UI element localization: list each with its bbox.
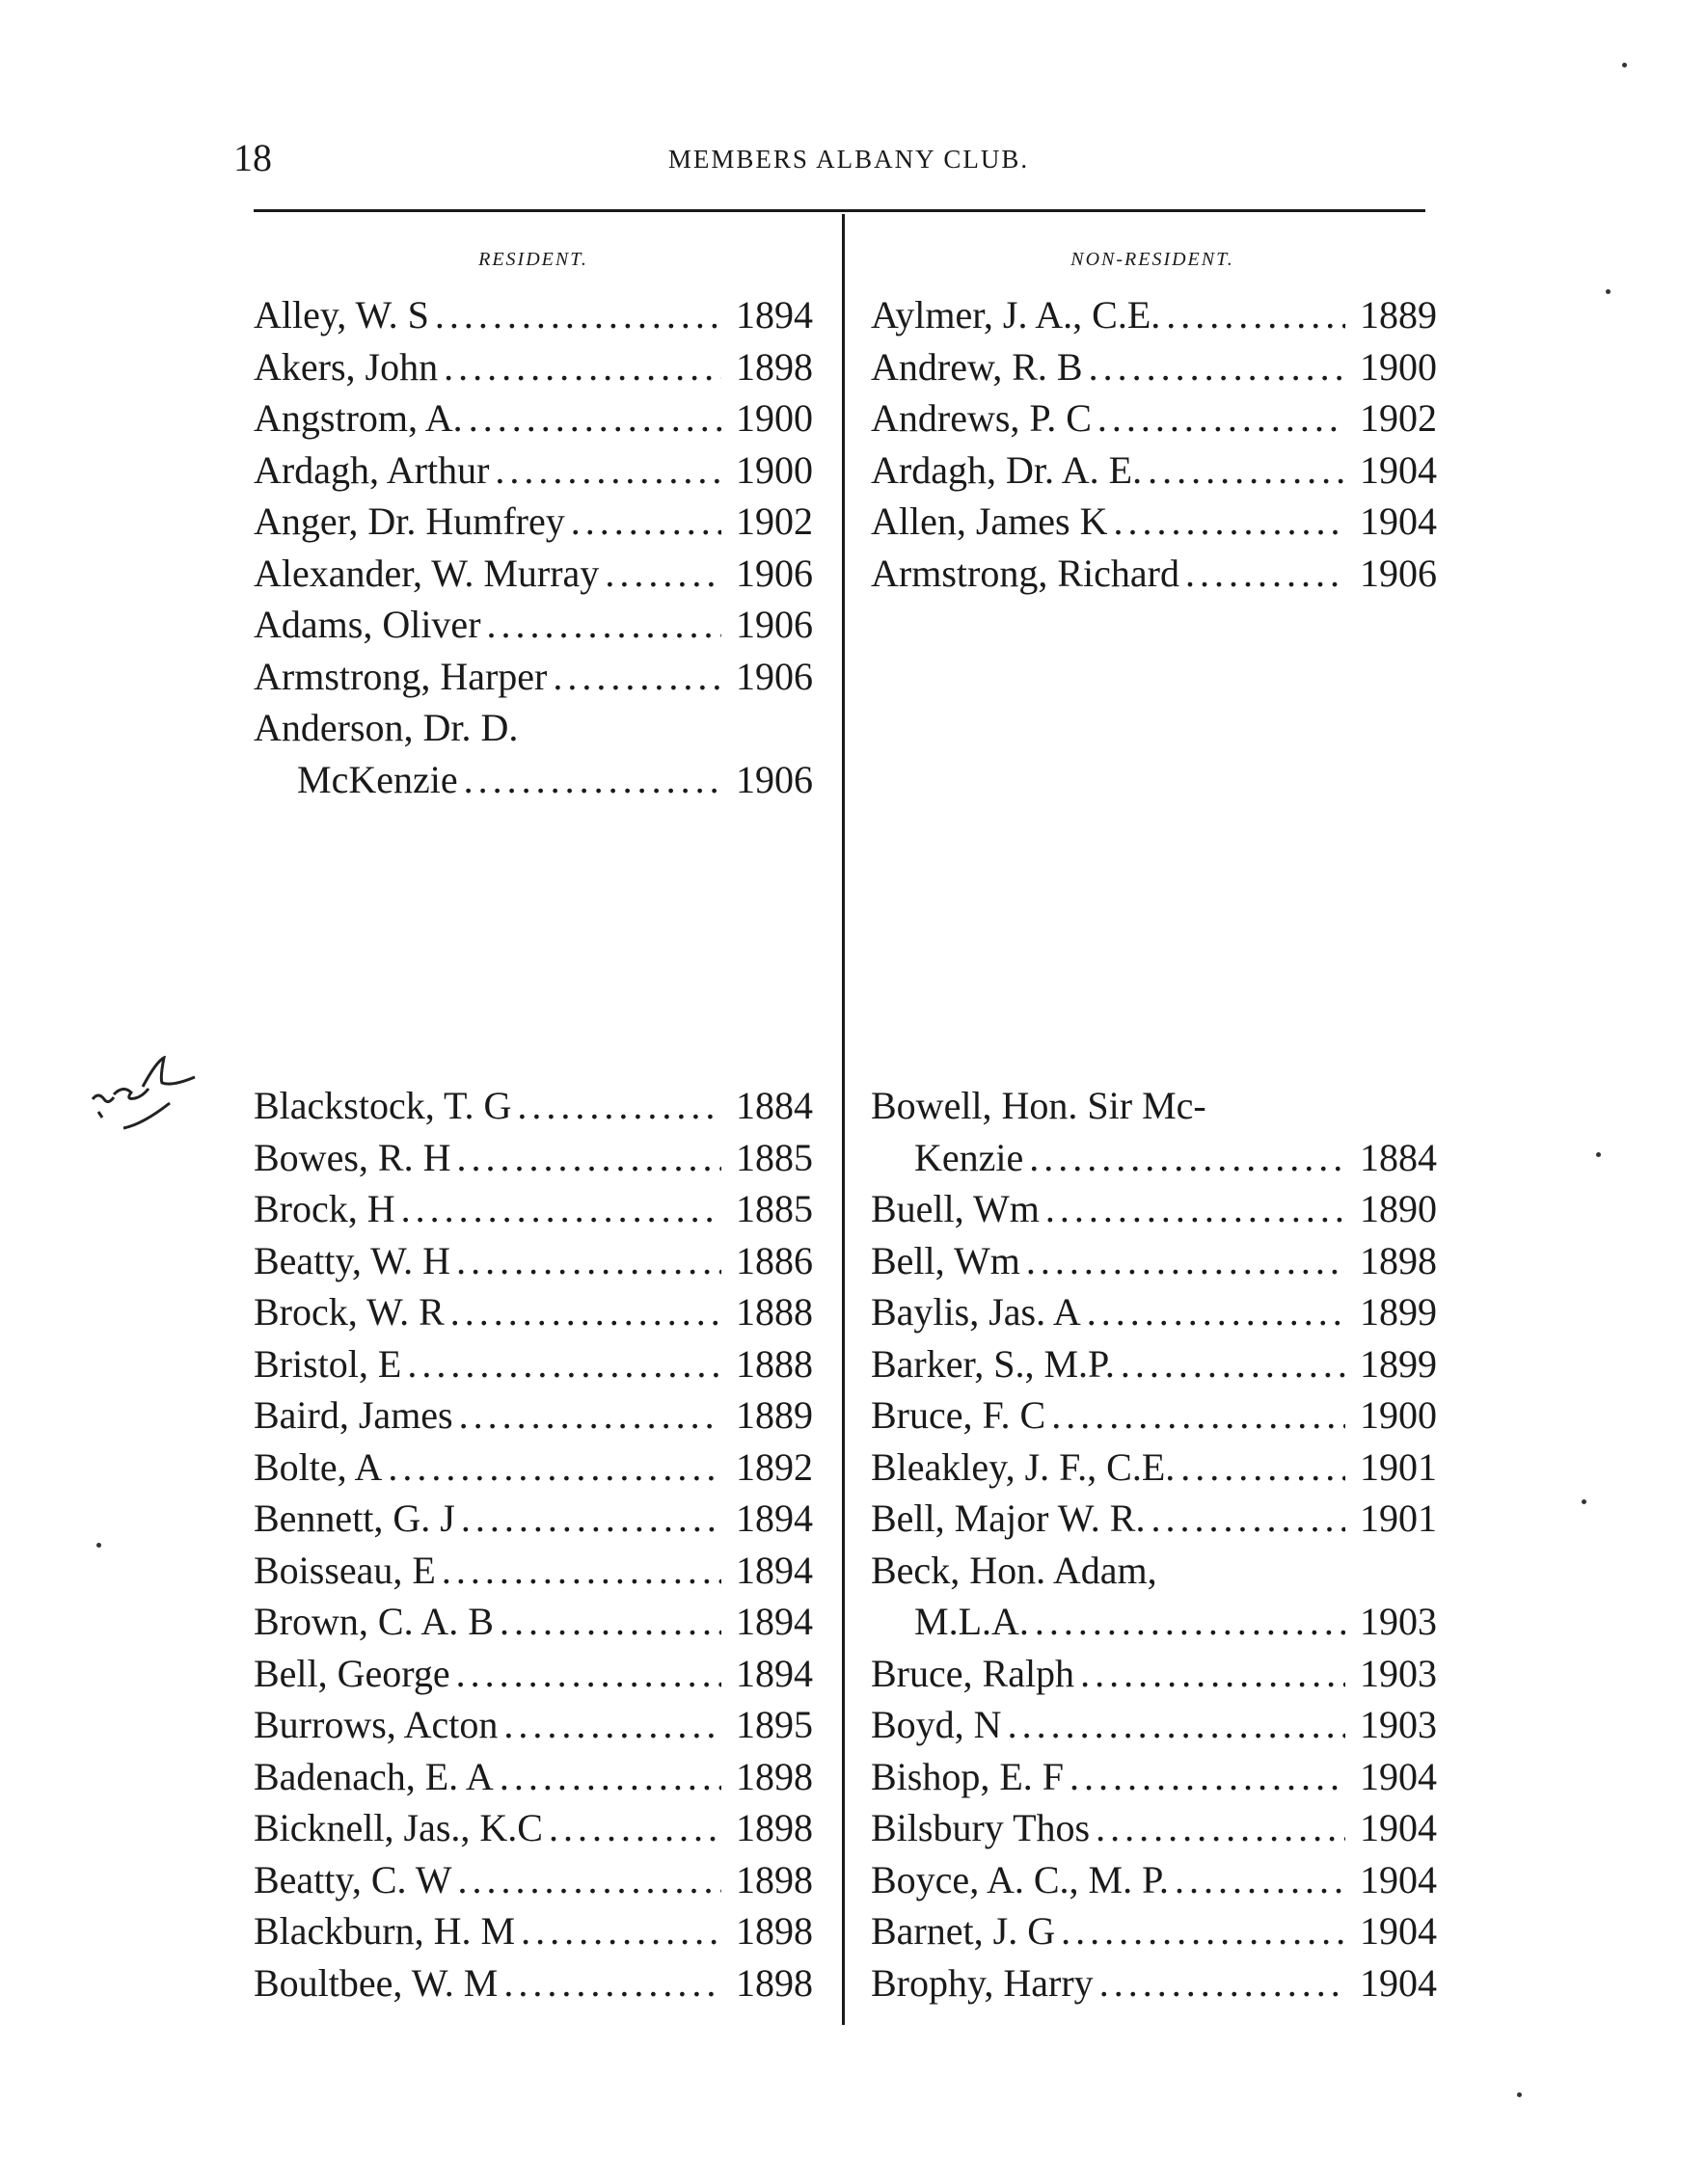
- member-row: [254, 1648, 813, 1700]
- ink-speck: [1596, 1152, 1601, 1157]
- member-year: 1898: [736, 1857, 813, 1901]
- member-year: 1906: [736, 551, 813, 595]
- member-name: Akers, John: [254, 344, 439, 389]
- member-name: Boyce, A. C., M. P.: [871, 1857, 1169, 1901]
- dot-leader: [1206, 1080, 1345, 1132]
- member-year: 1900: [736, 396, 813, 440]
- member-row: [871, 1802, 1437, 1854]
- member-name: Bell, Major W. R.: [871, 1496, 1146, 1540]
- member-year: [1345, 1080, 1437, 1132]
- member-year: 1899: [1360, 1341, 1437, 1386]
- member-row: [254, 1751, 813, 1803]
- member-name: Brock, W. R: [254, 1290, 445, 1334]
- member-name: Alley, W. S: [254, 293, 429, 337]
- dot-leader: [1023, 1132, 1345, 1184]
- member-row: [254, 1286, 813, 1338]
- member-name: Armstrong, Richard: [871, 551, 1179, 595]
- dot-leader: [450, 1235, 721, 1287]
- member-name: Angstrom, A.: [254, 396, 463, 440]
- member-year: 1895: [736, 1703, 813, 1746]
- member-name: Burrows, Acton: [254, 1703, 499, 1746]
- dot-leader: [458, 754, 721, 806]
- member-year: 1904: [1360, 1857, 1437, 1901]
- member-name: Andrew, R. B: [871, 344, 1083, 389]
- ink-speck: [1622, 63, 1627, 67]
- member-name: Anderson, Dr. D.: [254, 706, 519, 749]
- resident-heading: RESIDENT.: [478, 249, 588, 270]
- ink-speck: [1582, 1499, 1586, 1504]
- dot-leader: [543, 1802, 721, 1854]
- dot-leader: [1179, 548, 1345, 600]
- member-year: 1904: [1360, 1960, 1437, 2005]
- dot-leader: [1083, 341, 1345, 393]
- member-name: Bowell, Hon. Sir Mc-: [871, 1084, 1206, 1127]
- member-year: 1894: [736, 293, 813, 337]
- member-name: Brown, C. A. B: [254, 1600, 494, 1643]
- member-year: 1904: [1360, 499, 1437, 543]
- member-name: Bell, Wm: [871, 1238, 1020, 1282]
- dot-leader: [463, 392, 721, 445]
- member-row: [254, 1854, 813, 1906]
- dot-leader: [511, 1080, 721, 1132]
- member-row: [871, 1338, 1437, 1390]
- member-name: Armstrong, Harper: [254, 654, 548, 698]
- member-name: Baylis, Jas. A: [871, 1290, 1081, 1334]
- ink-speck: [96, 1543, 101, 1548]
- dot-leader: [1175, 1442, 1345, 1494]
- member-year: 1885: [736, 1187, 813, 1230]
- member-year: 1890: [1360, 1187, 1437, 1230]
- dot-leader: [599, 548, 721, 600]
- dot-leader: [1160, 289, 1345, 341]
- member-year: 1894: [736, 1600, 813, 1643]
- member-row: [871, 1442, 1437, 1494]
- member-row: [871, 1183, 1437, 1235]
- member-year: 1889: [1360, 293, 1437, 337]
- member-year: 1894: [736, 1496, 813, 1540]
- member-row: [871, 1286, 1437, 1338]
- member-name: Badenach, E. A: [254, 1754, 494, 1798]
- member-year: 1900: [1360, 344, 1437, 389]
- member-name: Beatty, W. H: [254, 1238, 451, 1282]
- member-year: [721, 702, 813, 754]
- member-name: Baird, James: [254, 1393, 453, 1437]
- member-year: 1898: [736, 1754, 813, 1798]
- member-name: Bristol, E: [254, 1341, 402, 1386]
- member-year: 1903: [1360, 1651, 1437, 1695]
- member-row: [871, 341, 1437, 393]
- member-row: [254, 1545, 813, 1597]
- non-resident-list-a: [871, 289, 1437, 599]
- member-year: 1892: [736, 1444, 813, 1489]
- dot-leader: [1092, 392, 1345, 445]
- dot-leader: [547, 651, 721, 703]
- member-name: Ardagh, Dr. A. E.: [871, 447, 1143, 492]
- member-name: Adams, Oliver: [254, 603, 481, 646]
- member-year: 1889: [736, 1393, 813, 1437]
- member-name: Andrews, P. C: [871, 396, 1092, 440]
- member-row: [254, 341, 813, 393]
- member-year: 1903: [1360, 1600, 1437, 1643]
- member-year: 1898: [736, 1909, 813, 1953]
- dot-leader: [445, 1286, 721, 1338]
- dot-leader: [1064, 1751, 1345, 1803]
- header-rule: [254, 209, 1425, 212]
- member-row: [254, 1493, 813, 1545]
- dot-leader: [450, 1132, 721, 1184]
- member-year: 1902: [1360, 396, 1437, 440]
- member-row: [871, 1957, 1437, 2009]
- member-row: [254, 1183, 813, 1235]
- member-year: 1904: [1360, 1754, 1437, 1798]
- dot-leader: [1108, 496, 1345, 548]
- dot-leader: [452, 1854, 721, 1906]
- member-year: 1906: [736, 757, 813, 801]
- dot-leader: [1002, 1699, 1345, 1751]
- member-year: 1898: [1360, 1238, 1437, 1282]
- page-title: MEMBERS ALBANY CLUB.: [667, 145, 1030, 174]
- member-name: Beatty, C. W: [254, 1857, 452, 1901]
- member-row: [254, 754, 813, 806]
- handwritten-annotation: [85, 1056, 258, 1152]
- dot-leader: [455, 1493, 721, 1545]
- member-year: [1345, 1545, 1437, 1597]
- member-row: [871, 1699, 1437, 1751]
- column-divider: [842, 214, 845, 2025]
- member-row: [871, 548, 1437, 600]
- dot-leader: [1029, 1596, 1345, 1648]
- member-row: [254, 1235, 813, 1287]
- member-row: [871, 1854, 1437, 1906]
- member-row: [254, 1389, 813, 1442]
- dot-leader: [453, 1389, 721, 1442]
- dot-leader: [481, 599, 721, 651]
- dot-leader: [494, 1751, 721, 1803]
- member-row: [254, 702, 813, 754]
- member-name: Bleakley, J. F., C.E.: [871, 1444, 1176, 1489]
- dot-leader: [401, 1338, 721, 1390]
- member-year: 1886: [736, 1238, 813, 1282]
- member-year: 1900: [1360, 1393, 1437, 1437]
- member-year: 1900: [736, 447, 813, 492]
- dot-leader: [382, 1442, 721, 1494]
- member-row: [254, 496, 813, 548]
- dot-leader: [1074, 1648, 1345, 1700]
- dot-leader: [494, 1596, 721, 1648]
- member-name: M.L.A.: [914, 1600, 1029, 1643]
- dot-leader: [498, 1699, 721, 1751]
- member-row: [254, 1699, 813, 1751]
- member-year: 1904: [1360, 1806, 1437, 1849]
- dot-leader: [1081, 1286, 1345, 1338]
- page-number: 18: [233, 136, 272, 179]
- member-row: [871, 1545, 1437, 1597]
- member-year: 1902: [736, 499, 813, 543]
- dot-leader: [515, 1905, 721, 1957]
- member-year: 1898: [736, 1960, 813, 2005]
- member-name: Bruce, Ralph: [871, 1651, 1075, 1695]
- member-name: Bruce, F. C: [871, 1393, 1046, 1437]
- member-row: [254, 1132, 813, 1184]
- member-row: [871, 1389, 1437, 1442]
- dot-leader: [436, 1545, 721, 1597]
- member-year: 1906: [736, 603, 813, 646]
- member-year: 1901: [1360, 1496, 1437, 1540]
- member-name: Beck, Hon. Adam,: [871, 1548, 1157, 1592]
- member-year: 1888: [736, 1290, 813, 1334]
- member-year: 1885: [736, 1135, 813, 1179]
- dot-leader: [1090, 1802, 1345, 1854]
- member-row: [871, 1751, 1437, 1803]
- non-resident-list-b: [871, 1080, 1437, 2009]
- dot-leader: [438, 341, 721, 393]
- dot-leader: [450, 1648, 721, 1700]
- resident-list-b: [254, 1080, 813, 2009]
- member-name: Anger, Dr. Humfrey: [254, 499, 565, 543]
- member-row: [871, 1596, 1437, 1648]
- member-year: 1899: [1360, 1290, 1437, 1334]
- member-name: Bishop, E. F: [871, 1754, 1065, 1798]
- member-row: [254, 651, 813, 703]
- member-name: Bell, George: [254, 1651, 450, 1695]
- resident-list-a: [254, 289, 813, 805]
- member-row: [871, 1235, 1437, 1287]
- member-row: [871, 392, 1437, 445]
- member-row: [871, 289, 1437, 341]
- dot-leader: [429, 289, 721, 341]
- member-name: Ardagh, Arthur: [254, 447, 490, 492]
- dot-leader: [1020, 1235, 1345, 1287]
- member-row: [871, 445, 1437, 497]
- member-name: Boyd, N: [871, 1703, 1002, 1746]
- dot-leader: [1040, 1183, 1345, 1235]
- dot-leader: [1055, 1905, 1345, 1957]
- member-row: [254, 445, 813, 497]
- member-row: [871, 1905, 1437, 1957]
- dot-leader: [1142, 445, 1345, 497]
- member-name: Alexander, W. Murray: [254, 551, 600, 595]
- member-name: Boultbee, W. M: [254, 1960, 499, 2005]
- member-year: 1903: [1360, 1703, 1437, 1746]
- member-year: 1898: [736, 1806, 813, 1849]
- dot-leader: [1169, 1854, 1345, 1906]
- member-row: [254, 1802, 813, 1854]
- member-name: Blackstock, T. G: [254, 1084, 512, 1127]
- member-name: Bilsbury Thos: [871, 1806, 1091, 1849]
- member-name: Bowes, R. H: [254, 1135, 451, 1179]
- non-resident-heading: NON-RESIDENT.: [1070, 249, 1234, 270]
- member-name: Brock, H: [254, 1187, 395, 1230]
- member-name: Kenzie: [914, 1135, 1024, 1179]
- member-row: [254, 599, 813, 651]
- dot-leader: [498, 1957, 721, 2009]
- member-name: Allen, James K: [871, 499, 1108, 543]
- member-row: [254, 1905, 813, 1957]
- dot-leader: [1145, 1493, 1345, 1545]
- dot-leader: [1115, 1338, 1345, 1390]
- member-row: [871, 1493, 1437, 1545]
- dot-leader: [1045, 1389, 1345, 1442]
- member-year: 1898: [736, 344, 813, 389]
- member-year: 1906: [1360, 551, 1437, 595]
- member-name: Aylmer, J. A., C.E.: [871, 293, 1161, 337]
- member-year: 1901: [1360, 1444, 1437, 1489]
- member-row: [254, 1080, 813, 1132]
- member-year: 1894: [736, 1651, 813, 1695]
- member-name: Brophy, Harry: [871, 1960, 1094, 2005]
- dot-leader: [489, 445, 721, 497]
- dot-leader: [565, 496, 721, 548]
- member-row: [254, 392, 813, 445]
- dot-leader: [1094, 1957, 1345, 2009]
- member-name: Boisseau, E: [254, 1548, 436, 1592]
- member-row: [254, 1957, 813, 2009]
- member-row: [254, 1442, 813, 1494]
- member-year: 1888: [736, 1341, 813, 1386]
- member-name: Bennett, G. J: [254, 1496, 455, 1540]
- member-row: [871, 1648, 1437, 1700]
- member-name: McKenzie: [297, 757, 458, 801]
- member-year: 1884: [736, 1084, 813, 1127]
- member-name: Barnet, J. G: [871, 1909, 1056, 1953]
- member-row: [254, 1596, 813, 1648]
- member-year: 1904: [1360, 1909, 1437, 1953]
- member-row: [254, 1338, 813, 1390]
- member-row: [254, 289, 813, 341]
- ink-speck: [1517, 2092, 1522, 2097]
- member-row: [871, 1080, 1437, 1132]
- member-year: 1884: [1360, 1135, 1437, 1179]
- member-name: Barker, S., M.P.: [871, 1341, 1115, 1386]
- member-year: 1894: [736, 1548, 813, 1592]
- member-name: Bolte, A: [254, 1444, 383, 1489]
- dot-leader: [395, 1183, 721, 1235]
- member-name: Buell, Wm: [871, 1187, 1040, 1230]
- member-name: Blackburn, H. M: [254, 1909, 516, 1953]
- member-row: [871, 496, 1437, 548]
- ink-speck: [1606, 289, 1611, 294]
- member-row: [871, 1132, 1437, 1184]
- member-name: Bicknell, Jas., K.C: [254, 1806, 543, 1849]
- member-year: 1904: [1360, 447, 1437, 492]
- member-year: 1906: [736, 654, 813, 698]
- member-row: [254, 548, 813, 600]
- dot-leader: [518, 702, 721, 754]
- dot-leader: [1157, 1545, 1345, 1597]
